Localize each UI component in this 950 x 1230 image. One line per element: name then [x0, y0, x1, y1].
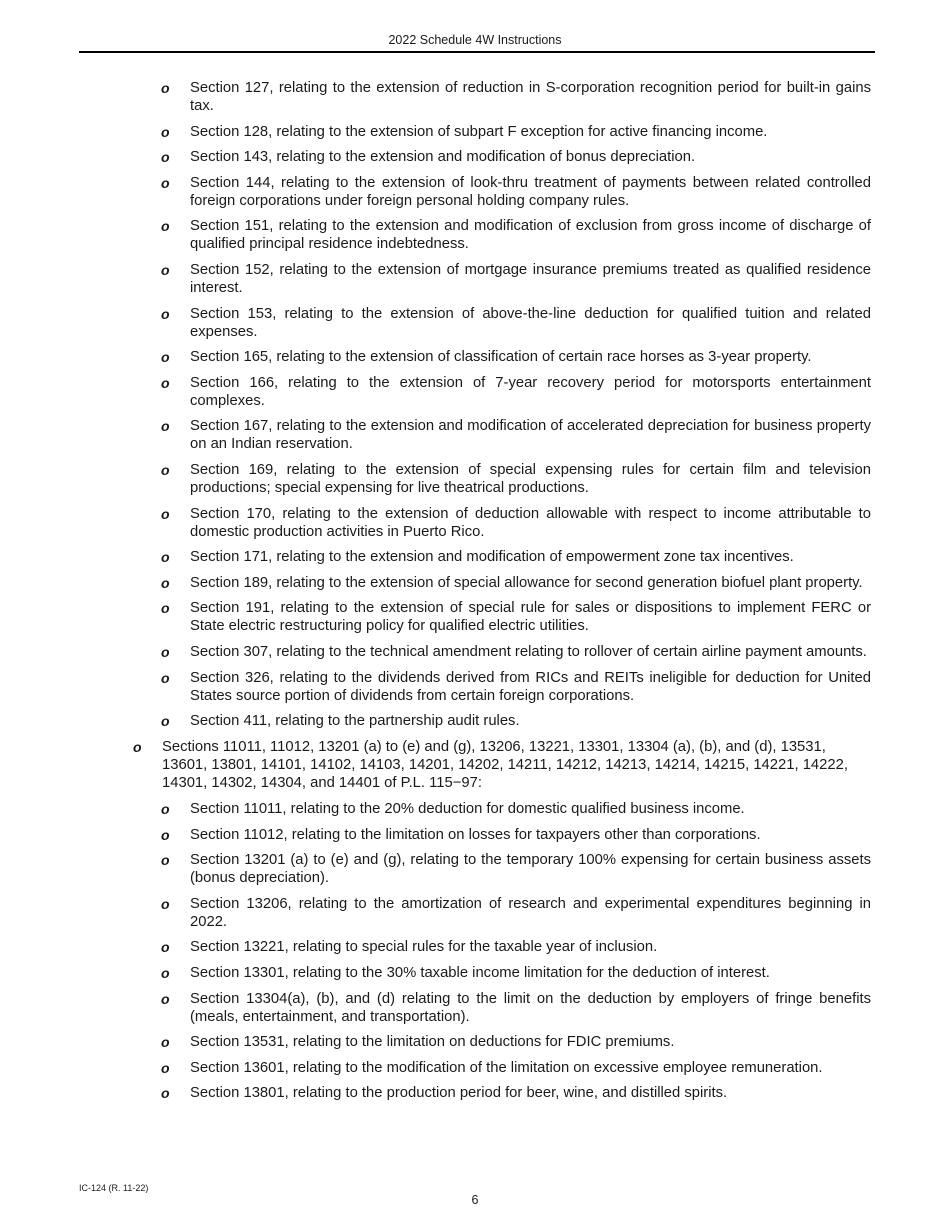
list-item	[161, 305, 871, 341]
list-item-text: Section 13801, relating to the production period for beer, wine, and distilled spirits.	[190, 1085, 728, 1102]
list-item	[161, 1033, 871, 1051]
list-item-text: Section 189, relating to the extension of special allowance for second generation biofuel plant property.	[190, 574, 863, 591]
list-item	[161, 712, 871, 730]
list-item-text: Section 13201 (a) to (e) and (g), relating to the temporary 100% expensing for certain business assets (bonus depreciation).	[190, 852, 871, 887]
bullet-icon: o	[161, 218, 170, 235]
bullet-icon: o	[161, 123, 170, 140]
form-code: IC-124 (R. 11-22)	[79, 1183, 149, 1193]
list-item-text: Section 13221, relating to special rules for the taxable year of inclusion.	[190, 939, 658, 956]
bullet-icon: o	[161, 1034, 170, 1051]
list-item-text: Section 144, relating to the extension of look-thru treatment of payments between related controlled foreign corporations under foreign personal holding company rules.	[190, 174, 871, 209]
sub-list-top	[0, 79, 950, 730]
bullet-icon: o	[161, 990, 170, 1007]
list-item	[161, 669, 871, 705]
list-item-text: Section 152, relating to the extension of mortgage insurance premiums treated as qualified residence interest.	[190, 261, 871, 296]
list-item	[161, 374, 871, 410]
sub-list-bottom	[0, 800, 950, 1102]
bullet-icon: o	[161, 374, 170, 391]
list-item-text: Section 13304(a), (b), and (d) relating to the limit on the deduction by employers of fringe benefits (meals, entertainment, and transportation).	[190, 990, 871, 1025]
list-item	[161, 826, 871, 844]
list-item	[161, 599, 871, 635]
list-item	[161, 148, 871, 166]
bullet-icon: o	[161, 461, 170, 478]
list-item-text: Section 11011, relating to the 20% deduction for domestic qualified business income.	[190, 801, 745, 818]
list-item-text: Section 170, relating to the extension of deduction allowable with respect to income attributable to domestic production activities in Puerto Rico.	[190, 505, 871, 540]
bullet-icon: o	[161, 549, 170, 566]
list-item-text: Section 169, relating to the extension of special expensing rules for certain film and television productions; special expensing for live theatrical productions.	[190, 461, 871, 496]
bullet-icon: o	[161, 305, 170, 322]
bullet-icon: o	[161, 895, 170, 912]
bullet-icon: o	[161, 349, 170, 366]
bullet-icon: o	[161, 600, 170, 617]
list-item	[161, 1059, 871, 1077]
bullet-icon: o	[161, 826, 170, 843]
list-item	[161, 938, 871, 956]
list-item	[161, 800, 871, 818]
list-item	[161, 174, 871, 210]
list-item-text: Section 165, relating to the extension of classification of certain race horses as 3-year property.	[190, 349, 812, 366]
list-item-text: Section 13301, relating to the 30% taxable income limitation for the deduction of interest.	[190, 965, 770, 982]
list-item-text: Section 143, relating to the extension and modification of bonus depreciation.	[190, 149, 696, 166]
list-item	[161, 964, 871, 982]
list-item	[161, 505, 871, 541]
page-number: 6	[471, 1193, 479, 1207]
list-item-parent	[133, 738, 872, 792]
list-item	[161, 643, 871, 661]
bullet-icon: o	[161, 1085, 170, 1102]
bullet-icon: o	[161, 261, 170, 278]
list-item-text: Section 153, relating to the extension of above-the-line deduction for qualified tuition and related expenses.	[190, 305, 871, 340]
list-item-text: Section 13601, relating to the modification of the limitation on excessive employee remuneration.	[190, 1059, 823, 1076]
list-item	[161, 1084, 871, 1102]
list-item	[161, 261, 871, 297]
list-item	[161, 851, 871, 887]
page-header-title: 2022 Schedule 4W Instructions	[388, 33, 562, 47]
list-item-text: Section 13531, relating to the limitation on deductions for FDIC premiums.	[190, 1034, 675, 1051]
bullet-icon: o	[161, 939, 170, 956]
list-item	[161, 461, 871, 497]
list-item-text: Section 307, relating to the technical amendment relating to rollover of certain airline payment amounts.	[190, 643, 867, 660]
bullet-icon: o	[161, 149, 170, 166]
list-item-text: Section 127, relating to the extension of reduction in S-corporation recognition period for built-in gains tax.	[190, 80, 871, 114]
list-item	[161, 123, 871, 141]
bullet-icon: o	[161, 574, 170, 591]
bullet-icon: o	[161, 80, 170, 96]
list-item-text: Sections 11011, 11012, 13201 (a) to (e) and (g), 13206, 13221, 13301, 13304 (a), (b), and (d), 13531, 13601, 13801, 14101, 14102, 14103, 14201, 14202, 14211, 14212, 14213, 14214, 14215, 14221, 14222, 14301, 14302, 14304, and 14401 of P.L. 115−97:	[162, 739, 848, 792]
list-item-text: Section 171, relating to the extension and modification of empowerment zone tax incentives.	[190, 549, 794, 566]
bullet-icon: o	[161, 1059, 170, 1076]
list-item	[161, 417, 871, 453]
list-item-text: Section 191, relating to the extension of special rule for sales or dispositions to implement FERC or State electric restructuring policy for qualified electric utilities.	[190, 600, 871, 635]
list-item	[161, 548, 871, 566]
bullet-icon: o	[161, 669, 170, 686]
bullet-icon: o	[161, 643, 170, 660]
list-item	[161, 348, 871, 366]
list-item	[161, 79, 871, 115]
list-item	[161, 990, 871, 1026]
section-list	[0, 79, 950, 1110]
bullet-icon: o	[161, 713, 170, 730]
list-item-text: Section 411, relating to the partnership audit rules.	[190, 713, 520, 730]
bullet-icon: o	[161, 174, 170, 191]
list-item-text: Section 13206, relating to the amortization of research and experimental expenditures beginning in 2022.	[190, 895, 871, 930]
list-item-text: Section 166, relating to the extension of 7-year recovery period for motorsports entertainment complexes.	[190, 374, 871, 409]
list-item	[161, 574, 871, 592]
list-item-text: Section 11012, relating to the limitation on losses for taxpayers other than corporations.	[190, 826, 761, 843]
bullet-icon: o	[161, 505, 170, 522]
list-item	[161, 895, 871, 931]
bullet-icon: o	[161, 852, 170, 869]
list-item-text: Section 128, relating to the extension of subpart F exception for active financing income.	[190, 123, 768, 140]
bullet-icon: o	[161, 801, 170, 818]
list-item-text: Section 151, relating to the extension and modification of exclusion from gross income of discharge of qualified principal residence indebtedness.	[190, 218, 871, 253]
bullet-icon: o	[133, 739, 142, 756]
bullet-icon: o	[161, 418, 170, 435]
list-item-text: Section 167, relating to the extension and modification of accelerated depreciation for business property on an Indian reservation.	[190, 418, 871, 453]
bullet-icon: o	[161, 965, 170, 982]
list-item-text: Section 326, relating to the dividends derived from RICs and REITs ineligible for deduction for United States source portion of dividends from certain foreign corporations.	[190, 669, 871, 704]
header-rule	[79, 51, 875, 53]
list-item	[161, 217, 871, 253]
